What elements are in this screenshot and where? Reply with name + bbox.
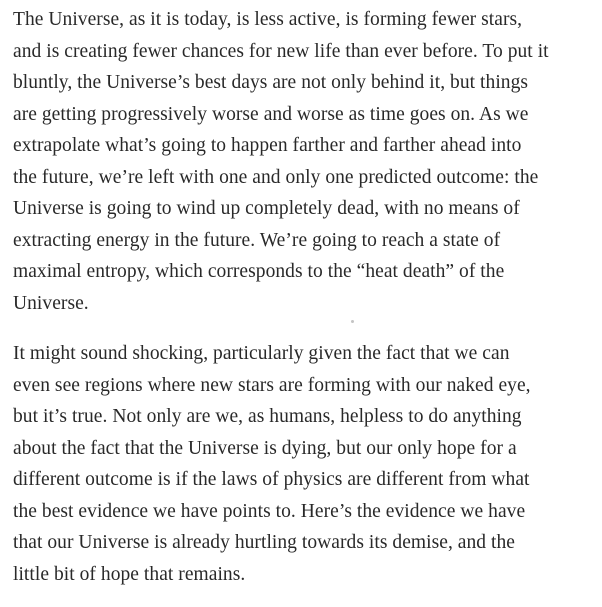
paragraph-line: that our Universe is already hurtling towards its demise, and the [13, 532, 516, 553]
paragraph-line: different outcome is if the laws of physics are different from what [13, 469, 530, 490]
paragraph-line: and is creating fewer chances for new life than ever before. To put it [13, 40, 549, 62]
paragraph-line: It might sound shocking, particularly given the fact that we can [13, 343, 510, 364]
article-body [13, 4, 599, 590]
paragraph-line: the best evidence we have points to. Here’s the evidence we have [13, 500, 526, 522]
decorative-dot [351, 320, 354, 323]
paragraph-line: Universe is going to wind up completely dead, with no means of [13, 198, 520, 219]
paragraph-line: are getting progressively worse and worse as time goes on. As we [13, 103, 529, 125]
paragraph-line: even see regions where new stars are forming with our naked eye, [13, 374, 531, 396]
paragraph-line: bluntly, the Universe’s best days are not only behind it, but things [13, 72, 529, 93]
paragraph-line: the future, we’re left with one and only one predicted outcome: the [13, 166, 539, 188]
paragraph-line: but it’s true. Not only are we, as humans, helpless to do anything [13, 406, 522, 427]
paragraph-2 [13, 338, 599, 590]
paragraph-line: extrapolate what’s going to happen farther and farther ahead into [13, 135, 522, 156]
paragraph-line: Universe. [13, 292, 89, 314]
paragraph-1 [13, 4, 599, 319]
paragraph-line: extracting energy in the future. We’re going to reach a state of [13, 229, 501, 251]
paragraph-line: about the fact that the Universe is dying, but our only hope for a [13, 437, 517, 459]
paragraph-line: maximal entropy, which corresponds to the “heat death” of the [13, 261, 505, 282]
paragraph-line: little bit of hope that remains. [13, 563, 246, 585]
paragraph-line: The Universe, as it is today, is less active, is forming fewer stars, [13, 9, 523, 30]
